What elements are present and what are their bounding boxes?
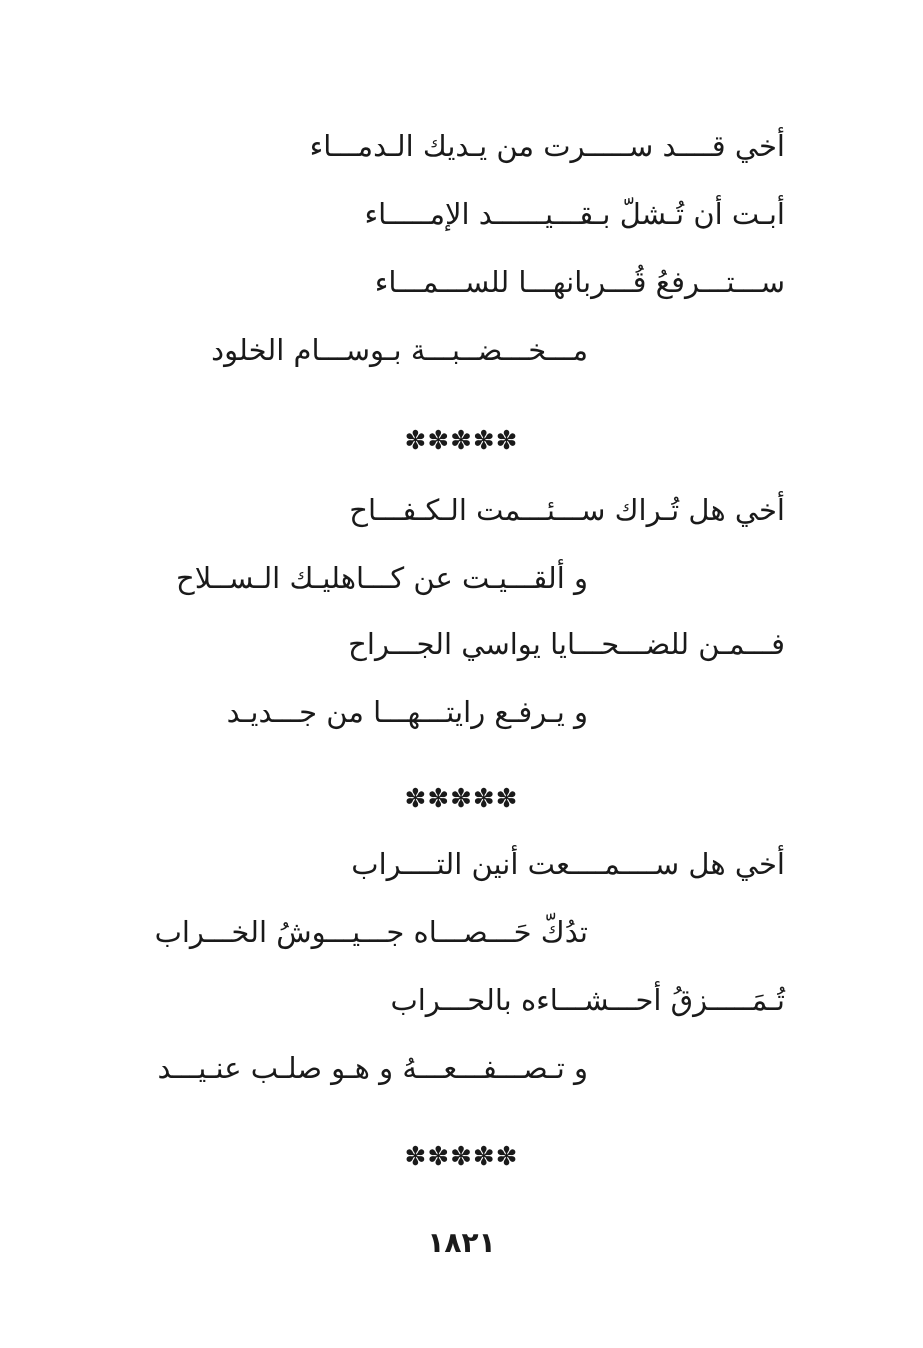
- verse-line-5: أخي هل تُـراك ســـئـــمت الـكـفـــاح: [349, 493, 785, 527]
- verse-line-4: مـــخـــضــبـــة بـوســـام الخلود: [211, 333, 588, 367]
- verse-line-6: و ألقـــيـت عن كـــاهليـك الـســلاح: [175, 561, 588, 595]
- stanza-separator-1: ✽✽✽✽✽: [404, 426, 519, 456]
- verse-line-8: و يـرفـع رايتـــهـــا من جـــديـد: [226, 695, 588, 729]
- verse-line-10: تدُكّ حَـــصـــاه جـــيـــوشُ الخـــراب: [154, 915, 588, 949]
- verse-line-9: أخي هل ســــمــــعت أنين التــــراب: [351, 847, 785, 881]
- verse-line-3: ســـتـــرفعُ قُـــربانهـــا للســـمـــاء: [374, 265, 785, 299]
- stanza-separator-3: ✽✽✽✽✽: [404, 1142, 519, 1172]
- verse-line-1: أخي قــــد ســـــرت من يـديك الـدمـــاء: [309, 129, 785, 163]
- verse-line-11: تُـمَـــــزقُ أحـــشـــاءه بالحـــراب: [390, 983, 785, 1017]
- verse-line-7: فـــمـن للضـــحـــايا يواسي الجـــراح: [348, 627, 785, 661]
- page-number: ١٨٢١: [427, 1226, 496, 1259]
- stanza-separator-2: ✽✽✽✽✽: [404, 784, 519, 814]
- verse-line-12: و تـصـــفـــعـــهُ و هـو صلـب عنـيـــد: [157, 1051, 588, 1085]
- verse-line-2: أبـت أن تُـشلّ بـقـــيــــــد الإمـــــاء: [364, 197, 785, 231]
